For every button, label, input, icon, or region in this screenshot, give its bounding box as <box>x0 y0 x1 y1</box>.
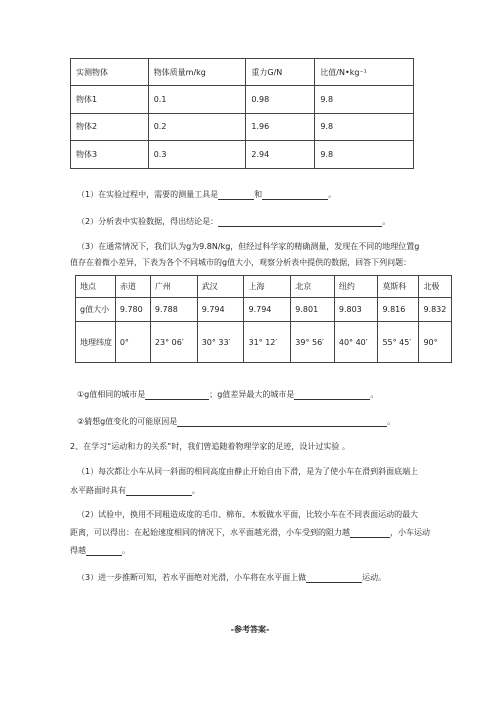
table-cell: 23° 06′ <box>150 322 197 363</box>
question-1: （1）在实验过程中，需要的测量工具是 和 。 <box>77 190 337 199</box>
table-cell: 北京 <box>291 276 335 298</box>
table-cell: 30° 33′ <box>197 322 244 363</box>
table-cell: 9.832 <box>419 298 452 322</box>
table-cell: 0.1 <box>148 86 246 113</box>
table-cell: 实测物体 <box>71 59 149 86</box>
table-row <box>71 141 414 168</box>
problem-2-q2-line3: 得越 。 <box>70 546 130 555</box>
answer-blank[interactable] <box>177 417 387 427</box>
table-cell: 39° 56′ <box>291 322 335 363</box>
table-cell: 上海 <box>244 276 291 298</box>
question-3-line2: 值存在着微小差异，下表为各个不同城市的g值大小，观察分析表中提供的数据，回答下列问题： <box>70 258 412 267</box>
row-header-cell: 地点 <box>76 276 116 298</box>
problem-2: 2、在学习“运动和力的关系”时，我们曾追随着物理学家的足迹，设计过实验 。 <box>70 442 350 451</box>
table-cell: 9.8 <box>315 113 414 140</box>
table-row <box>76 322 452 363</box>
table-cell: 0.2 <box>148 113 246 140</box>
table-cell: 广州 <box>150 276 197 298</box>
table-cell: 武汉 <box>197 276 244 298</box>
table-cell: 物体2 <box>71 113 149 140</box>
experiment-table <box>70 58 414 169</box>
table-row <box>71 86 414 113</box>
table-cell: 纽约 <box>334 276 378 298</box>
row-header-cell: g值大小 <box>76 298 116 322</box>
table-row <box>76 276 452 298</box>
gravity-city-table <box>75 275 452 363</box>
table-cell: 9.801 <box>291 298 335 322</box>
table-cell: 物体1 <box>71 86 149 113</box>
table-cell: 9.794 <box>244 298 291 322</box>
answer-blank[interactable] <box>306 573 362 583</box>
answer-blank[interactable] <box>86 546 122 556</box>
table-cell: 9.788 <box>150 298 197 322</box>
table-cell: 9.8 <box>315 86 414 113</box>
answer-blank[interactable] <box>145 390 209 400</box>
table-cell: 赤道 <box>115 276 150 298</box>
table-cell: 物体3 <box>71 141 149 168</box>
sub-question-2: ②猜想g值变化的可能原因是 。 <box>77 417 396 426</box>
table-cell: 重力G/N <box>246 59 315 86</box>
table-cell: 比值/N•kg⁻¹ <box>315 59 414 86</box>
answer-blank[interactable] <box>126 486 192 496</box>
answer-key-heading: -参考答案- <box>230 625 270 634</box>
problem-2-q2-line2: 距离，可以得出：在起始速度相同的情况下，水平面越光滑，小车受到的阻力越 ，小车运动 <box>70 528 430 537</box>
answer-blank[interactable] <box>294 390 370 400</box>
table-cell: 9.803 <box>334 298 378 322</box>
question-3-line1: （3）在通常情况下，我们认为g为9.8N/kg，但经过科学家的精确测量，发现在不同的地理位置g <box>77 242 420 251</box>
table-cell: 90° <box>419 322 452 363</box>
table-cell: 9.780 <box>115 298 150 322</box>
problem-2-q1-line2: 水平路面时具有 。 <box>70 486 200 495</box>
table-row <box>76 298 452 322</box>
sub-question-1: ①g值相同的城市是 ；g值差异最大的城市是 。 <box>77 390 379 399</box>
table-cell: 9.8 <box>315 141 414 168</box>
table-cell: 0.3 <box>148 141 246 168</box>
table-cell: 1.96 <box>246 113 315 140</box>
table-cell: 0.98 <box>246 86 315 113</box>
table-cell: 0° <box>115 322 150 363</box>
table-cell: 55° 45′ <box>378 322 419 363</box>
table-row <box>71 113 414 140</box>
table-cell: 9.794 <box>197 298 244 322</box>
table-cell: 9.816 <box>378 298 419 322</box>
answer-blank[interactable] <box>350 528 390 538</box>
table-cell: 北极 <box>419 276 452 298</box>
table-cell: 莫斯科 <box>378 276 419 298</box>
problem-2-q3: （3）进一步推断可知，若水平面绝对光滑，小车将在水平面上做 运动。 <box>77 573 387 582</box>
table-cell: 物体质量m/kg <box>148 59 246 86</box>
problem-2-q2-line1: （2）试验中，换用不同粗造成度的毛巾、棉布、木板做水平面，比较小车在不同表面运动的最大 <box>77 510 419 519</box>
answer-blank[interactable] <box>218 190 254 200</box>
problem-2-q1-line1: （1）每次都让小车从同一斜面的相同高度由静止开始自由下滑，是为了使小车在滑到斜面底端上 <box>77 467 419 476</box>
table-cell: 2.94 <box>246 141 315 168</box>
answer-blank[interactable] <box>218 217 382 227</box>
row-header-cell: 地理纬度 <box>76 322 116 363</box>
answer-blank[interactable] <box>262 190 328 200</box>
table-cell: 31° 12′ <box>244 322 291 363</box>
table-header-row <box>71 59 414 86</box>
question-2: （2）分析表中实验数据，得出结论是： 。 <box>77 217 391 226</box>
table-cell: 40° 40′ <box>334 322 378 363</box>
